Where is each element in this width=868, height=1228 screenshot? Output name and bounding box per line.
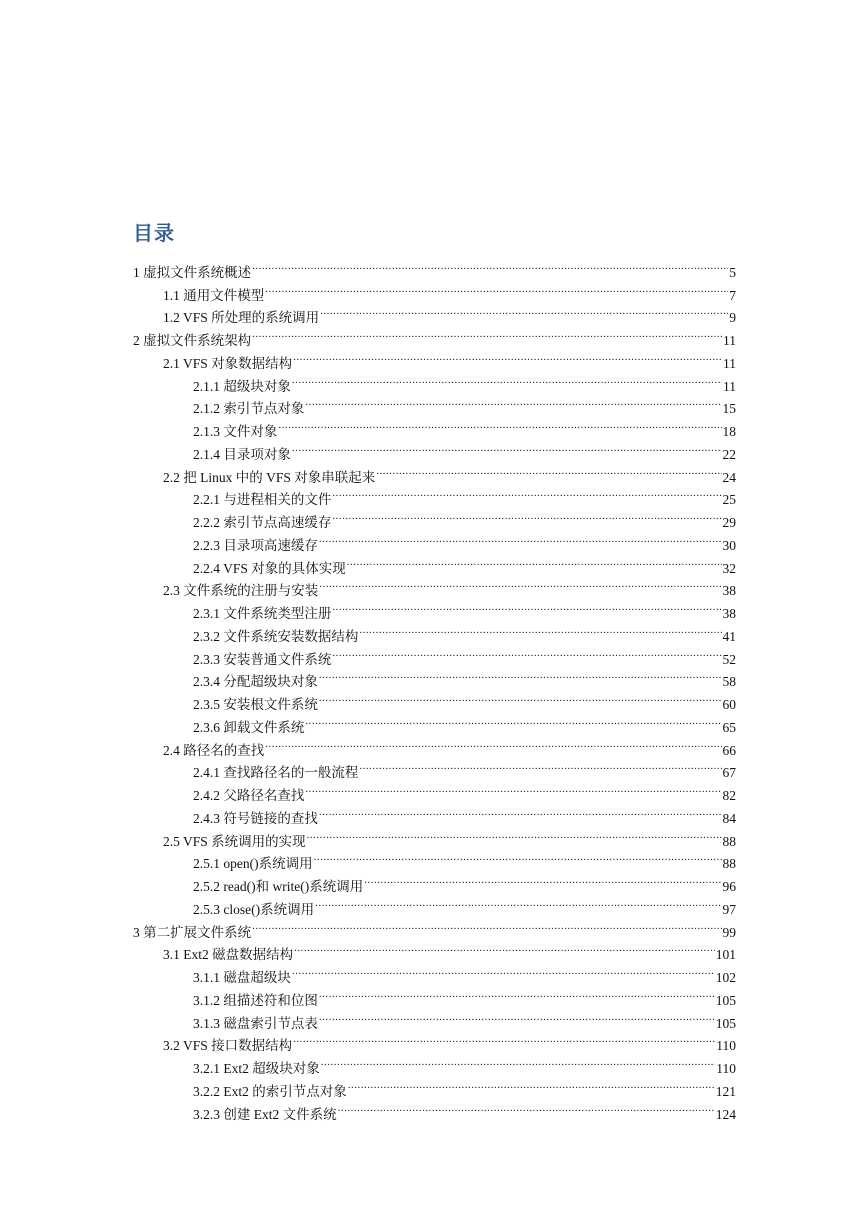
dot-leader (364, 868, 721, 891)
dot-leader (252, 322, 722, 345)
toc-entry-label: 2.2.2 索引节点高速缓存 (193, 515, 332, 530)
toc-entry-page-number: 99 (722, 924, 736, 940)
toc-entry[interactable] (0, 1028, 868, 1054)
toc-entry[interactable] (0, 345, 868, 371)
toc-entry-label: 3 第二扩展文件系统 (133, 924, 252, 940)
dot-leader (307, 823, 722, 846)
toc-entry-label: 2.3.3 安装普通文件系统 (193, 651, 332, 667)
toc-entry-page-number: 101 (715, 947, 736, 963)
toc-entry[interactable] (0, 755, 868, 781)
toc-entry[interactable] (0, 664, 868, 690)
toc-entry-page-number: 11 (723, 355, 736, 371)
toc-entry[interactable] (0, 846, 868, 872)
toc-entry-page-number: 38 (722, 606, 736, 621)
dot-leader (293, 1028, 715, 1051)
toc-entry-label: 2.4.1 查找路径名的一般流程 (193, 765, 359, 781)
dot-leader (332, 595, 721, 618)
toc-entry-page-number: 102 (715, 970, 736, 985)
dot-leader (332, 482, 721, 505)
dot-leader (321, 1050, 716, 1073)
dot-leader (319, 686, 722, 709)
toc-entry[interactable] (0, 413, 868, 439)
toc-entry[interactable] (0, 937, 868, 963)
toc-entry[interactable] (0, 686, 868, 712)
toc-entry[interactable] (0, 300, 868, 326)
dot-leader (292, 436, 722, 459)
toc-entry-page-number: 105 (715, 992, 736, 1008)
toc-entry[interactable] (0, 891, 868, 917)
toc-entry-page-number: 38 (722, 583, 736, 599)
toc-entry-label: 3.2.1 Ext2 超级块对象 (193, 1061, 320, 1076)
dot-leader (376, 459, 721, 482)
dot-leader (319, 982, 715, 1005)
toc-entry[interactable] (0, 982, 868, 1008)
toc-entry-page-number: 52 (722, 651, 736, 667)
toc-entry-label: 2.4.2 父路径名查找 (193, 788, 305, 803)
dot-leader (292, 368, 722, 391)
dot-leader (348, 1073, 715, 1096)
toc-entry-label: 2.3.4 分配超级块对象 (193, 674, 318, 690)
toc-entry[interactable] (0, 277, 868, 303)
toc-entry-page-number: 18 (722, 424, 736, 439)
toc-entry-label: 2.4 路径名的查找 (163, 742, 265, 758)
toc-entry-page-number: 97 (722, 901, 736, 917)
toc-entry-label: 2.3.1 文件系统类型注册 (193, 606, 332, 621)
toc-entry-label: 2.1.2 索引节点对象 (193, 401, 305, 417)
toc-entry[interactable] (0, 1096, 868, 1122)
toc-entry-label: 3.1.1 磁盘超级块 (193, 970, 291, 985)
toc-entry[interactable] (0, 914, 868, 940)
toc-entry[interactable] (0, 254, 868, 280)
toc-entry[interactable] (0, 482, 868, 508)
toc-entry-label: 2.2 把 Linux 中的 VFS 对象串联起来 (163, 469, 376, 485)
toc-entry-label: 1.1 通用文件模型 (163, 287, 265, 303)
toc-entry[interactable] (0, 800, 868, 826)
toc-entry-label: 2.1.3 文件对象 (193, 424, 278, 439)
toc-entry-page-number: 60 (722, 697, 736, 712)
toc-entry[interactable] (0, 777, 868, 803)
toc-entry-page-number: 11 (723, 378, 736, 394)
dot-leader (320, 300, 728, 323)
toc-entry-label: 2.2.4 VFS 对象的具体实现 (193, 560, 346, 576)
dot-leader (359, 755, 721, 778)
toc-entry-label: 2 虚拟文件系统架构 (133, 333, 252, 348)
toc-entry-page-number: 66 (722, 742, 736, 758)
toc-entry-page-number: 96 (722, 879, 736, 894)
toc-entry[interactable] (0, 391, 868, 417)
toc-entry-page-number: 84 (722, 810, 736, 826)
toc-entry-page-number: 11 (723, 333, 736, 348)
toc-entry[interactable] (0, 368, 868, 394)
toc-entry-label: 2.4.3 符号链接的查找 (193, 810, 318, 826)
toc-entry[interactable] (0, 322, 868, 348)
toc-entry-page-number: 15 (722, 401, 736, 417)
toc-entry-page-number: 5 (729, 264, 736, 280)
toc-entry-page-number: 32 (722, 560, 736, 576)
toc-entry-label: 3.1.2 组描述符和位图 (193, 992, 318, 1008)
toc-entry-page-number: 22 (722, 446, 736, 462)
toc-entry-page-number: 124 (715, 1106, 736, 1122)
toc-entry[interactable] (0, 1050, 868, 1076)
dot-leader (278, 413, 721, 436)
toc-entry-label: 2.2.1 与进程相关的文件 (193, 492, 332, 508)
toc-entry-page-number: 88 (722, 856, 736, 872)
toc-entry-label: 2.1.1 超级块对象 (193, 378, 291, 394)
dot-leader (315, 891, 721, 914)
toc-entry[interactable] (0, 709, 868, 735)
toc-entry-page-number: 67 (722, 765, 736, 781)
toc-entry[interactable] (0, 436, 868, 462)
dot-leader (305, 777, 721, 800)
toc-entry-page-number: 29 (722, 515, 736, 530)
toc-entry-label: 2.5.2 read()和 write()系统调用 (193, 879, 364, 894)
dot-leader (338, 1096, 715, 1119)
toc-entry[interactable] (0, 823, 868, 849)
toc-title: 目录 (133, 221, 175, 245)
toc-entry-page-number: 7 (729, 287, 736, 303)
dot-leader (265, 732, 721, 755)
toc-entry-label: 3.1.3 磁盘索引节点表 (193, 1015, 318, 1031)
toc-entry-label: 1 虚拟文件系统概述 (133, 264, 252, 280)
dot-leader (319, 664, 722, 687)
toc-entry-label: 3.2.3 创建 Ext2 文件系统 (193, 1106, 337, 1122)
toc-entry-label: 2.3 文件系统的注册与安装 (163, 583, 319, 599)
toc-entry-label: 3.2.2 Ext2 的索引节点对象 (193, 1083, 347, 1099)
toc-entry-label: 2.5.3 close()系统调用 (193, 901, 315, 917)
dot-leader (332, 641, 721, 664)
toc-entry-page-number: 105 (715, 1015, 736, 1031)
toc-entry[interactable] (0, 1073, 868, 1099)
dot-leader (293, 345, 722, 368)
toc-entry-label: 1.2 VFS 所处理的系统调用 (163, 310, 320, 326)
dot-leader (319, 527, 722, 550)
toc-entry[interactable] (0, 504, 868, 530)
dot-leader (347, 550, 722, 573)
toc-entry-label: 2.3.6 卸载文件系统 (193, 719, 305, 735)
toc-entry-label: 3.2 VFS 接口数据结构 (163, 1038, 293, 1054)
dot-leader (265, 277, 728, 300)
toc-entry-page-number: 41 (722, 628, 736, 644)
toc-entry[interactable] (0, 868, 868, 894)
dot-leader (305, 391, 721, 414)
dot-leader (314, 846, 722, 869)
dot-leader (319, 573, 721, 596)
toc-entry-label: 3.1 Ext2 磁盘数据结构 (163, 947, 294, 963)
toc-entry[interactable] (0, 573, 868, 599)
dot-leader (359, 618, 721, 641)
toc-entry-label: 2.3.2 文件系统安装数据结构 (193, 628, 359, 644)
toc-entry[interactable] (0, 641, 868, 667)
dot-leader (305, 709, 721, 732)
toc-entry-label: 2.5 VFS 系统调用的实现 (163, 833, 306, 849)
dot-leader (292, 959, 715, 982)
toc-entry-page-number: 121 (715, 1083, 736, 1099)
toc-entry[interactable] (0, 618, 868, 644)
toc-entry[interactable] (0, 595, 868, 621)
toc-entry-label: 2.1 VFS 对象数据结构 (163, 355, 293, 371)
dot-leader (252, 914, 721, 937)
toc-entry[interactable] (0, 459, 868, 485)
toc-entry-page-number: 9 (729, 310, 736, 326)
toc-entry[interactable] (0, 959, 868, 985)
toc-entry[interactable] (0, 732, 868, 758)
dot-leader (332, 504, 721, 527)
dot-leader (319, 1005, 715, 1028)
toc-entry-label: 2.3.5 安装根文件系统 (193, 697, 318, 712)
toc-entry-page-number: 110 (716, 1061, 736, 1076)
toc-list (0, 254, 868, 1122)
dot-leader (294, 937, 715, 960)
dot-leader (319, 800, 722, 823)
toc-entry-page-number: 110 (716, 1038, 736, 1054)
toc-entry-label: 2.2.3 目录项高速缓存 (193, 537, 318, 553)
toc-entry-page-number: 58 (722, 674, 736, 690)
toc-entry[interactable] (0, 527, 868, 553)
toc-entry-page-number: 82 (722, 788, 736, 803)
toc-entry[interactable] (0, 1005, 868, 1031)
toc-entry-page-number: 65 (722, 719, 736, 735)
toc-entry-page-number: 88 (722, 833, 736, 849)
toc-entry[interactable] (0, 550, 868, 576)
dot-leader (252, 254, 728, 277)
toc-entry-label: 2.5.1 open()系统调用 (193, 856, 313, 872)
toc-entry-page-number: 30 (722, 537, 736, 553)
toc-entry-label: 2.1.4 目录项对象 (193, 446, 291, 462)
toc-entry-page-number: 24 (722, 469, 736, 485)
toc-entry-page-number: 25 (722, 492, 736, 508)
